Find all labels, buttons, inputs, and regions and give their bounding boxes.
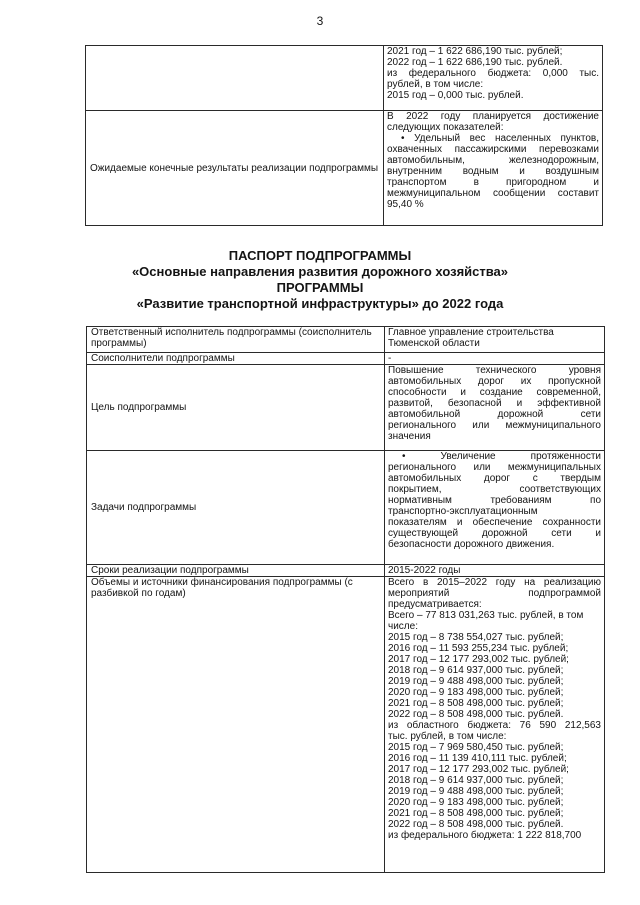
value-line: нормативным требованиям по bbox=[388, 495, 601, 506]
value-line: автомобильных дорог с твердым bbox=[388, 473, 601, 484]
value-line: В 2022 году планируется достижение bbox=[387, 111, 599, 122]
value-line: регионального или межмуниципальных bbox=[388, 462, 601, 473]
value-line: 2015-2022 годы bbox=[388, 565, 461, 576]
value-line: тыс. рублей, в том числе: bbox=[388, 731, 507, 742]
subprogram-name: «Основные направления развития дорожного хозяйства» bbox=[131, 264, 509, 279]
passport-title: ПАСПОРТ ПОДПРОГРАММЫ bbox=[228, 248, 412, 263]
value-line: предусматривается: bbox=[388, 599, 482, 610]
row-value bbox=[385, 565, 605, 577]
value-line: мероприятий подпрограммой bbox=[388, 588, 601, 599]
table-row bbox=[87, 577, 605, 873]
value-line: транспортом в пригородном и bbox=[387, 177, 599, 188]
program-name: «Развитие транспортной инфраструктуры» до 2022 года bbox=[136, 296, 504, 311]
table-row bbox=[86, 111, 603, 226]
value-line: 2022 год – 8 508 498,000 тыс. рублей. bbox=[388, 819, 564, 830]
value-line: 2020 год – 9 183 498,000 тыс. рублей; bbox=[388, 687, 564, 698]
continued-table bbox=[85, 45, 603, 226]
row-value bbox=[385, 353, 605, 365]
table-row bbox=[87, 353, 605, 365]
page-number: 3 bbox=[316, 14, 324, 28]
value-line: 2020 год – 9 183 498,000 тыс. рублей; bbox=[388, 797, 564, 808]
value-line: межмуниципальном сообщении составит bbox=[387, 188, 599, 199]
value-line: 2015 год – 7 969 580,450 тыс. рублей; bbox=[388, 742, 564, 753]
row-value bbox=[384, 111, 603, 226]
row-label: Ответственный исполнитель подпрограммы (соисполнитель программы) bbox=[87, 327, 385, 353]
value-line: рублей, в том числе: bbox=[387, 79, 484, 90]
row-label: Цель подпрограммы bbox=[87, 365, 385, 451]
value-line: автомобильной дорожной сети bbox=[388, 409, 601, 420]
table-row bbox=[87, 327, 605, 353]
value-line: • Удельный вес населенных пунктов, bbox=[401, 133, 599, 144]
program-label: ПРОГРАММЫ bbox=[276, 280, 364, 295]
value-line: Тюменской области bbox=[388, 338, 480, 349]
row-label bbox=[86, 46, 384, 111]
value-line: из областного бюджета: 76 590 212,563 bbox=[388, 720, 601, 731]
value-line: из федерального бюджета: 0,000 тыс. bbox=[387, 68, 599, 79]
value-line: 2022 год – 1 622 686,190 тыс. рублей. bbox=[387, 57, 563, 68]
row-label: Задачи подпрограммы bbox=[87, 451, 385, 565]
passport-table bbox=[86, 326, 605, 873]
row-label: Сроки реализации подпрограммы bbox=[87, 565, 385, 577]
value-line: транспортно-эксплуатационным bbox=[388, 506, 538, 517]
value-line: следующих показателей: bbox=[387, 122, 504, 133]
row-value bbox=[385, 327, 605, 353]
value-line: 2019 год – 9 488 498,000 тыс. рублей; bbox=[388, 676, 564, 687]
value-line: 2018 год – 9 614 937,000 тыс. рублей; bbox=[388, 775, 564, 786]
value-line: • Увеличение протяженности bbox=[402, 451, 601, 462]
value-line: 95,40 % bbox=[387, 199, 424, 210]
value-line: Всего – 77 813 031,263 тыс. рублей, в том bbox=[388, 610, 584, 621]
value-line: 2018 год – 9 614 937,000 тыс. рублей; bbox=[388, 665, 564, 676]
value-line: числе: bbox=[388, 621, 418, 632]
value-line: 2019 год – 9 488 498,000 тыс. рублей; bbox=[388, 786, 564, 797]
value-line: Повышение технического уровня bbox=[388, 365, 601, 376]
value-line: 2017 год – 12 177 293,002 тыс. рублей; bbox=[388, 654, 569, 665]
row-value bbox=[384, 46, 603, 111]
table-row bbox=[87, 365, 605, 451]
value-line: безопасности дорожного движения. bbox=[388, 539, 555, 550]
table-row bbox=[86, 46, 603, 111]
value-line: регионального или межмуниципального bbox=[388, 420, 601, 431]
row-value bbox=[385, 577, 605, 873]
value-line: способности и создание современной, bbox=[388, 387, 601, 398]
value-line: покрытием, соответствующих bbox=[388, 484, 601, 495]
table-row bbox=[87, 565, 605, 577]
value-line: автомобильным, железнодорожным, bbox=[387, 155, 599, 166]
value-line: - bbox=[388, 353, 392, 364]
value-line: автомобильных дорог их пропускной bbox=[388, 376, 601, 387]
value-line: показателям и обеспечение сохранности bbox=[388, 517, 601, 528]
value-line: из федерального бюджета: 1 222 818,700 bbox=[388, 830, 582, 841]
table-row bbox=[87, 451, 605, 565]
row-value bbox=[385, 451, 605, 565]
value-line: внутренним водным и воздушным bbox=[387, 166, 599, 177]
value-line: Всего в 2015–2022 году на реализацию bbox=[388, 577, 601, 588]
row-value bbox=[385, 365, 605, 451]
value-line: 2022 год – 8 508 498,000 тыс. рублей. bbox=[388, 709, 564, 720]
value-line: 2016 год – 11 139 410,111 тыс. рублей; bbox=[388, 753, 567, 764]
value-line: существующей дорожной сети и bbox=[388, 528, 601, 539]
value-line: Главное управление строительства bbox=[388, 327, 554, 338]
value-line: 2021 год – 1 622 686,190 тыс. рублей; bbox=[387, 46, 563, 57]
value-line: 2015 год – 8 738 554,027 тыс. рублей; bbox=[388, 632, 564, 643]
row-label: Соисполнители подпрограммы bbox=[87, 353, 385, 365]
value-line: охваченных пассажирскими перевозками bbox=[387, 144, 599, 155]
row-label: Объемы и источники финансирования подпрограммы (с разбивкой по годам) bbox=[87, 577, 385, 873]
value-line: значения bbox=[388, 431, 431, 442]
value-line: 2015 год – 0,000 тыс. рублей. bbox=[387, 90, 524, 101]
value-line: развитой, безопасной и эффективной bbox=[388, 398, 601, 409]
value-line: 2021 год – 8 508 498,000 тыс. рублей; bbox=[388, 698, 564, 709]
value-line: 2016 год – 11 593 255,234 тыс. рублей; bbox=[388, 643, 569, 654]
row-label: Ожидаемые конечные результаты реализации подпрограммы bbox=[86, 111, 384, 226]
value-line: 2017 год – 12 177 293,002 тыс. рублей; bbox=[388, 764, 569, 775]
value-line: 2021 год – 8 508 498,000 тыс. рублей; bbox=[388, 808, 564, 819]
